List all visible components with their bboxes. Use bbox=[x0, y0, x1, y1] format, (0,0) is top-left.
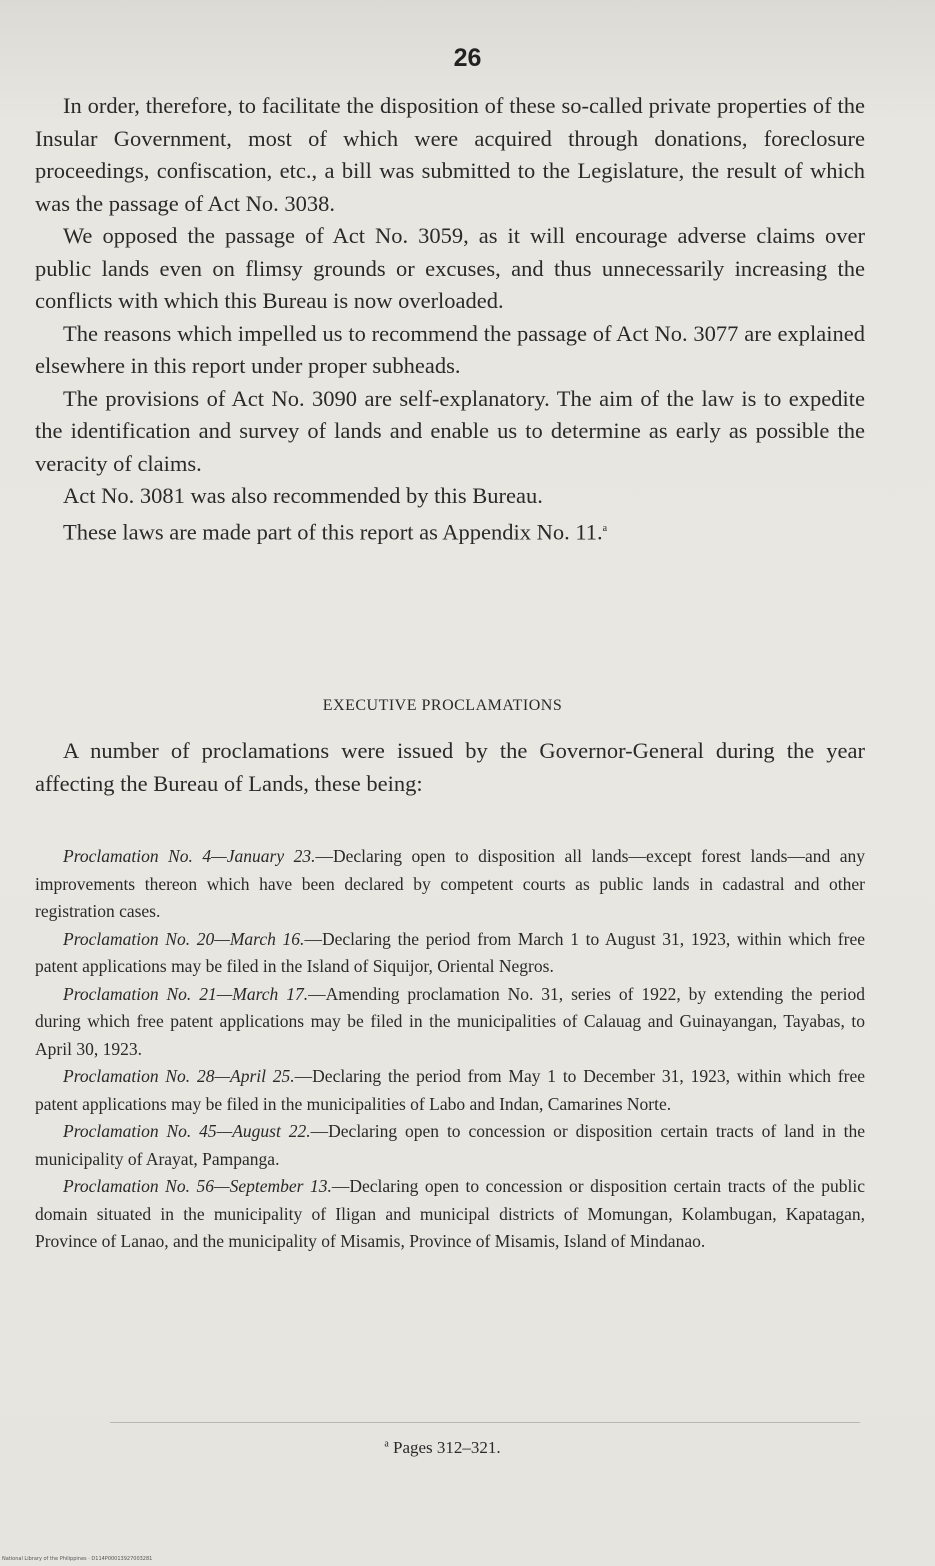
proclamation-reference: Proclamation No. 20—March 16. bbox=[63, 928, 305, 949]
proclamation-text: —Declaring the period from May 1 to December 31, 1923, within which free patent applications may be filed in the municipalities of Labo and Indan, Camarines Norte. bbox=[35, 1066, 865, 1114]
paragraph-text: These laws are made part of this report as Appendix No. 11. bbox=[63, 519, 603, 544]
footnote bbox=[0, 1438, 885, 1458]
paragraph-with-footnote bbox=[35, 513, 865, 549]
proclamation-text: —Declaring open to concession or disposition certain tracts of land in the municipality of Arayat, Pampanga. bbox=[35, 1121, 866, 1169]
paragraph: We opposed the passage of Act No. 3059, as it will encourage adverse claims over public lands even on flimsy grounds or excuses, and thus unnecessarily increasing the conflicts with which this Bureau is now overloaded. bbox=[35, 223, 865, 313]
proclamation-item bbox=[35, 1063, 865, 1118]
proclamation-item bbox=[35, 926, 865, 981]
proclamation-text: —Declaring the period from March 1 to August 31, 1923, within which free patent applications may be filed in the Island of Siquijor, Oriental Negros. bbox=[35, 928, 865, 976]
page-number: 26 bbox=[453, 44, 482, 72]
footnote-text: Pages 312–321. bbox=[393, 1438, 501, 1457]
intro-text bbox=[35, 734, 865, 800]
proclamation-reference: Proclamation No. 45—August 22. bbox=[63, 1121, 311, 1141]
proclamation-reference: Proclamation No. 21—March 17. bbox=[63, 983, 309, 1004]
section-heading-text: EXECUTIVE PROCLAMATIONS bbox=[322, 697, 563, 714]
footnote-reference: a bbox=[602, 522, 608, 534]
proclamation-reference: Proclamation No. 28—April 25. bbox=[63, 1066, 295, 1086]
proclamation-item bbox=[35, 981, 865, 1064]
proclamation-text: —Declaring open to concession or disposition certain tracts of the public domain situated in the municipality of Iligan and municipal districts of Momungan, Kolambugan, Kapatagan, Province of Lanao, and the municipality of Misamis, Province of Misamis, Island of Mindanao. bbox=[35, 1176, 865, 1251]
library-credit: National Library of the Philippines · D114P00013927003281 bbox=[2, 1556, 153, 1562]
paragraph: In order, therefore, to facilitate the disposition of these so-called private properties of the Insular Government, most of which were acquired through donations, foreclosure proceedings, confiscation, etc., a bill was submitted to the Legislature, the result of which was the passage of Act No. 3038. bbox=[35, 93, 865, 216]
proclamation-text: —Declaring open to disposition all lands—except forest lands—and any improvements thereon which have been declared by competent courts as public lands in cadastral and other registration cases. bbox=[35, 846, 865, 921]
proclamation-item bbox=[35, 843, 865, 926]
intro-paragraph: A number of proclamations were issued by the Governor-General during the year affecting the Bureau of Lands, these being: bbox=[35, 738, 865, 796]
proclamation-reference: Proclamation No. 4—January 23. bbox=[63, 846, 316, 866]
proclamation-reference: Proclamation No. 56—September 13. bbox=[63, 1176, 332, 1196]
proclamation-item bbox=[35, 1173, 865, 1256]
paragraph: The reasons which impelled us to recommend the passage of Act No. 3077 are explained elsewhere in this report under proper subheads. bbox=[35, 320, 865, 378]
proclamation-item bbox=[35, 1118, 865, 1173]
footnote-mark: a bbox=[384, 1438, 389, 1450]
paragraph: Act No. 3081 was also recommended by this Bureau. bbox=[63, 483, 543, 508]
proclamation-list bbox=[35, 843, 865, 1256]
footnote-divider bbox=[110, 1422, 860, 1423]
section-heading bbox=[0, 697, 885, 715]
proclamation-text: —Amending proclamation No. 31, series of 1922, by extending the period during which free patent applications may be filed in the municipalities of Calauag and Guinayangan, Tayabas, to April 30, 1923. bbox=[35, 983, 865, 1059]
body-text bbox=[35, 90, 865, 549]
paragraph: The provisions of Act No. 3090 are self-explanatory. The aim of the law is to expedite the identification and survey of lands and enable us to determine as early as possible the veracity of claims. bbox=[35, 385, 865, 476]
